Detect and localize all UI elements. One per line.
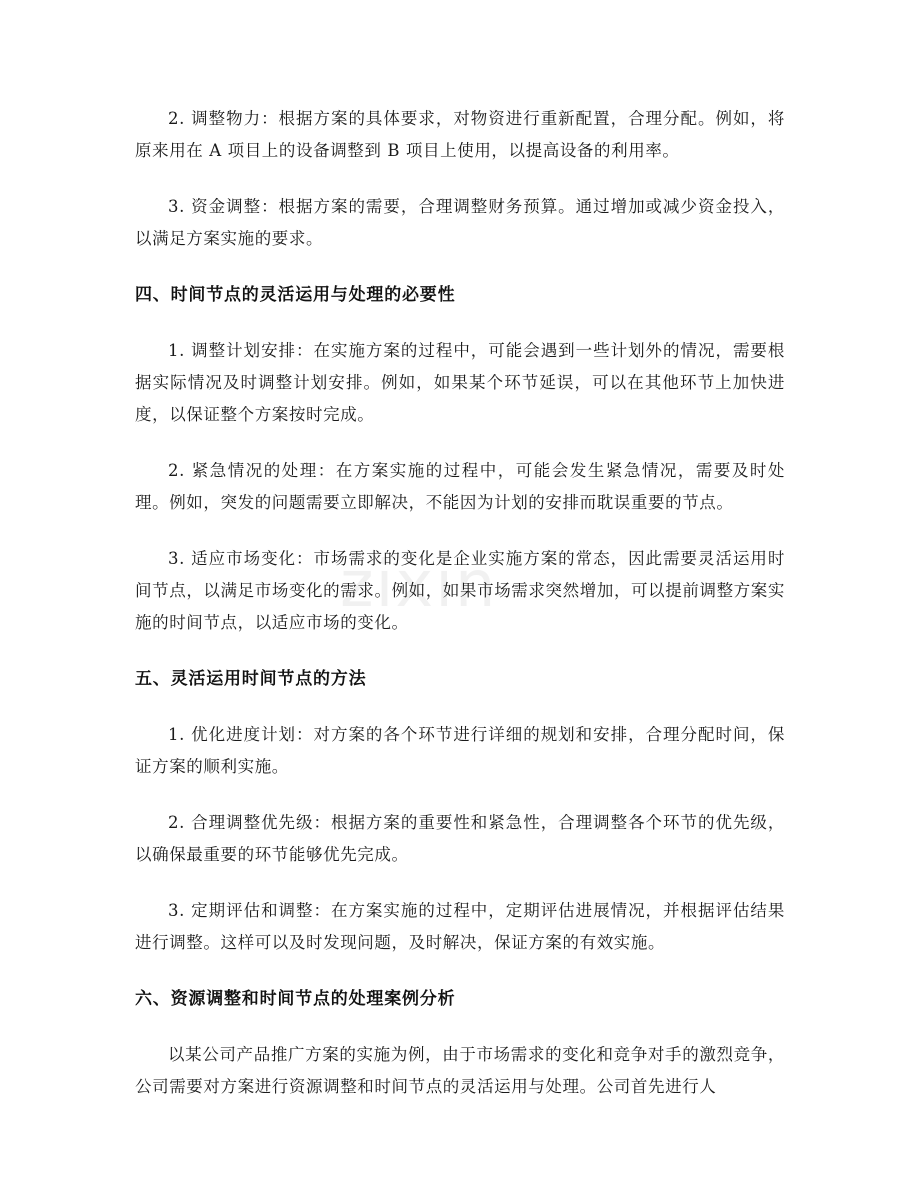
paragraph-case-study: 以某公司产品推广方案的实施为例，由于市场需求的变化和竞争对手的激烈竞争，公司需要对方案进行资源调整和时间节点的灵活运用与处理。公司首先进行人	[135, 1045, 785, 1096]
section-heading-6: 六、资源调整和时间节点的处理案例分析	[135, 989, 456, 1009]
paragraph-periodic-review: 3. 定期评估和调整：在方案实施的过程中，定期评估进展情况，并根据评估结果进行调整。这样可以及时发现问题，及时解决，保证方案的有效实施。	[135, 901, 785, 952]
paragraph-market-change: 3. 适应市场变化：市场需求的变化是企业实施方案的常态，因此需要灵活运用时间节点，以满足市场变化的需求。例如，如果市场需求突然增加，可以提前调整方案实施的时间节点，以适应市场的变化。	[135, 549, 785, 632]
paragraph-material-adjustment: 2. 调整物力：根据方案的具体要求，对物资进行重新配置，合理分配。例如，将原来用在 A 项目上的设备调整到 B 项目上使用，以提高设备的利用率。	[135, 109, 785, 160]
watermark: zixin	[340, 548, 498, 622]
paragraph-fund-adjustment: 3. 资金调整：根据方案的需要，合理调整财务预算。通过增加或减少资金投入，以满足方案实施的要求。	[135, 197, 785, 248]
paragraph-priority: 2. 合理调整优先级：根据方案的重要性和紧急性，合理调整各个环节的优先级，以确保最重要的环节能够优先完成。	[135, 813, 785, 864]
section-heading-5: 五、灵活运用时间节点的方法	[135, 669, 367, 689]
paragraph-optimize-plan: 1. 优化进度计划：对方案的各个环节进行详细的规划和安排，合理分配时间，保证方案的顺利实施。	[135, 725, 785, 776]
paragraph-adjust-schedule: 1. 调整计划安排：在实施方案的过程中，可能会遇到一些计划外的情况，需要根据实际情况及时调整计划安排。例如，如果某个环节延误，可以在其他环节上加快进度，以保证整个方案按时完成。	[135, 341, 785, 424]
document-body	[135, 103, 785, 1127]
paragraph-emergency-handling: 2. 紧急情况的处理：在方案实施的过程中，可能会发生紧急情况，需要及时处理。例如，突发的问题需要立即解决，不能因为计划的安排而耽误重要的节点。	[135, 461, 785, 512]
section-heading-4: 四、时间节点的灵活运用与处理的必要性	[135, 285, 456, 305]
